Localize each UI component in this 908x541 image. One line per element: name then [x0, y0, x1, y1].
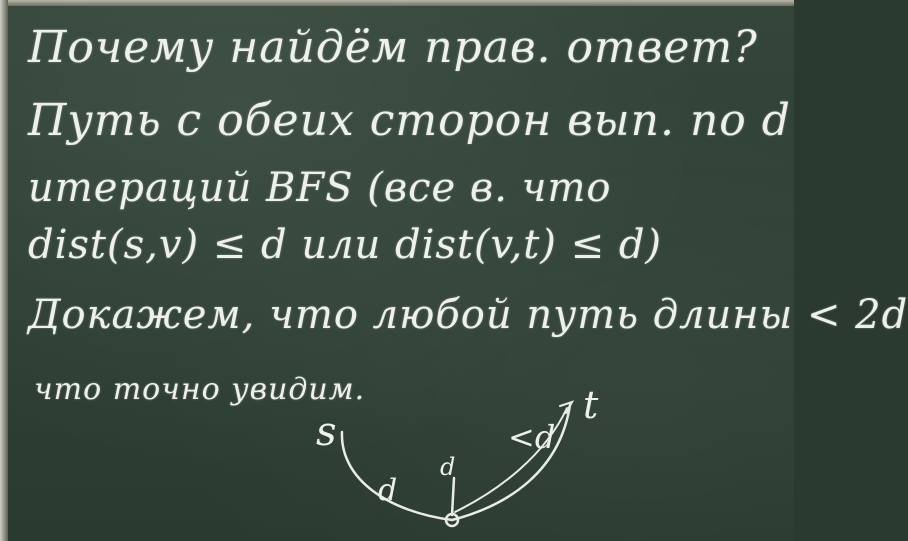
- middle-marker: [452, 478, 454, 515]
- handwritten-line-5: Докажем, что любой путь длины < 2d: [28, 292, 908, 338]
- label-t: t: [583, 383, 599, 427]
- handwritten-line-6: что точно увидим.: [34, 372, 366, 407]
- handwritten-line-3: итераций BFS (все в. что: [28, 165, 612, 211]
- label-middle-d: d: [440, 453, 456, 481]
- handwritten-line-1: Почему найдём прав. ответ?: [28, 22, 758, 73]
- label-s: s: [316, 409, 337, 455]
- label-left-d: d: [378, 473, 398, 508]
- handwritten-line-2: Путь с обеих сторон вып. по d: [28, 95, 791, 146]
- handwritten-line-4: dist(s,v) ≤ d или dist(v,t) ≤ d): [28, 222, 663, 268]
- label-right-lt-d: <d: [508, 418, 556, 456]
